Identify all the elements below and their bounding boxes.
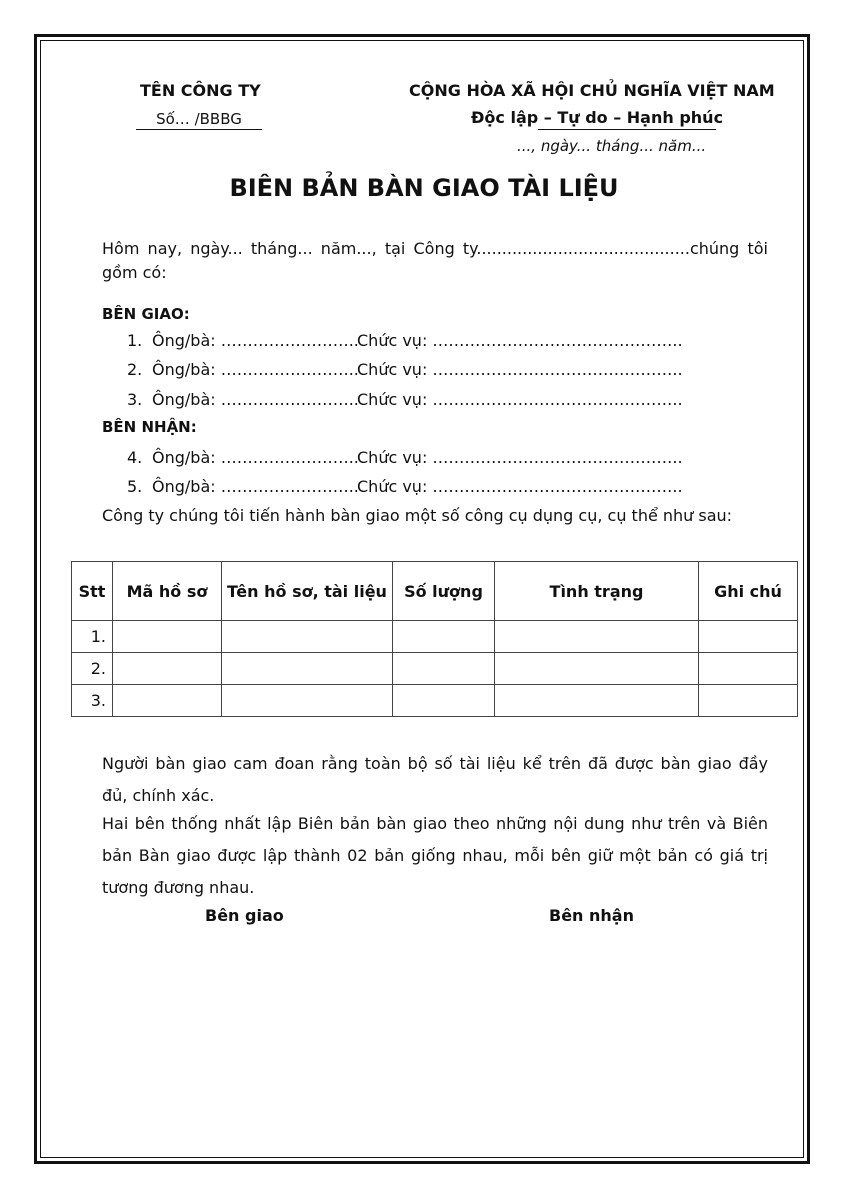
handover-table xyxy=(71,561,798,717)
table-cell xyxy=(495,685,699,717)
table-cell xyxy=(222,685,393,717)
commitment-paragraph: Người bàn giao cam đoan rằng toàn bộ số tài liệu kể trên đã được bàn giao đầy đủ, chính xác. xyxy=(102,754,768,805)
member-position: Chức vụ: ……………………………………….. xyxy=(357,448,683,467)
member-person: Ông/bà: …………………….. xyxy=(152,360,359,379)
table-cell xyxy=(699,653,798,685)
column-header-note: Ghi chú xyxy=(699,562,798,621)
table-cell xyxy=(495,621,699,653)
receiver-member xyxy=(127,448,683,467)
member-person: Ông/bà: …………………….. xyxy=(152,477,359,496)
motto: Độc lập – Tự do – Hạnh phúc xyxy=(471,108,724,127)
member-number: 3. xyxy=(127,390,143,409)
company-name: TÊN CÔNG TY xyxy=(140,81,261,100)
giver-member xyxy=(127,360,683,379)
column-header-file-code: Mã hồ sơ xyxy=(113,562,222,621)
member-person: Ông/bà: …………………….. xyxy=(152,448,359,467)
document-title: BIÊN BẢN BÀN GIAO TÀI LIỆU xyxy=(229,174,619,202)
receiver-member xyxy=(127,477,683,496)
row-number: 1. xyxy=(72,621,113,653)
row-number: 3. xyxy=(72,685,113,717)
motto-underline xyxy=(538,129,716,130)
document-number: Số… /BBBG xyxy=(136,110,262,130)
date-line: ..., ngày... tháng... năm... xyxy=(517,137,707,155)
table-cell xyxy=(113,653,222,685)
member-position: Chức vụ: ……………………………………….. xyxy=(357,390,683,409)
giver-member xyxy=(127,331,683,350)
receiver-heading: BÊN NHẬN: xyxy=(102,418,197,436)
member-number: 4. xyxy=(127,448,143,467)
column-header-condition: Tình trạng xyxy=(495,562,699,621)
receiver-signature-label: Bên nhận xyxy=(549,906,634,925)
table-cell xyxy=(495,653,699,685)
member-person: Ông/bà: …………………….. xyxy=(152,331,359,350)
table-cell xyxy=(699,621,798,653)
table-row xyxy=(72,685,798,717)
column-header-quantity: Số lượng xyxy=(393,562,495,621)
table-cell xyxy=(393,653,495,685)
table-cell xyxy=(222,653,393,685)
nation-heading: CỘNG HÒA XÃ HỘI CHỦ NGHĨA VIỆT NAM xyxy=(409,81,775,100)
table-cell xyxy=(113,621,222,653)
member-position: Chức vụ: ……………………………………….. xyxy=(357,331,683,350)
table-header-row xyxy=(72,562,798,621)
member-position: Chức vụ: ……………………………………….. xyxy=(357,477,683,496)
member-number: 1. xyxy=(127,331,143,350)
agreement-paragraph: Hai bên thống nhất lập Biên bản bàn giao theo những nội dung như trên và Biên bản Bàn giao được lập thành 02 bản giống nhau, mỗi bên giữ một bản có giá trị tương đương nhau. xyxy=(102,814,768,897)
row-number: 2. xyxy=(72,653,113,685)
giver-member xyxy=(127,390,683,409)
member-number: 5. xyxy=(127,477,143,496)
table-cell xyxy=(222,621,393,653)
table-cell xyxy=(699,685,798,717)
table-cell xyxy=(393,685,495,717)
table-row xyxy=(72,653,798,685)
column-header-document-name: Tên hồ sơ, tài liệu xyxy=(222,562,393,621)
intro-paragraph: Hôm nay, ngày... tháng... năm..., tại Công ty..........................................chúng tôi gồm có: xyxy=(102,239,768,282)
member-person: Ông/bà: …………………….. xyxy=(152,390,359,409)
handover-intro: Công ty chúng tôi tiến hành bàn giao một số công cụ dụng cụ, cụ thể như sau: xyxy=(102,506,733,525)
table-cell xyxy=(393,621,495,653)
giver-signature-label: Bên giao xyxy=(205,906,284,925)
table-cell xyxy=(113,685,222,717)
table-row xyxy=(72,621,798,653)
member-number: 2. xyxy=(127,360,143,379)
column-header-stt: Stt xyxy=(72,562,113,621)
giver-heading: BÊN GIAO: xyxy=(102,305,190,323)
member-position: Chức vụ: ……………………………………….. xyxy=(357,360,683,379)
